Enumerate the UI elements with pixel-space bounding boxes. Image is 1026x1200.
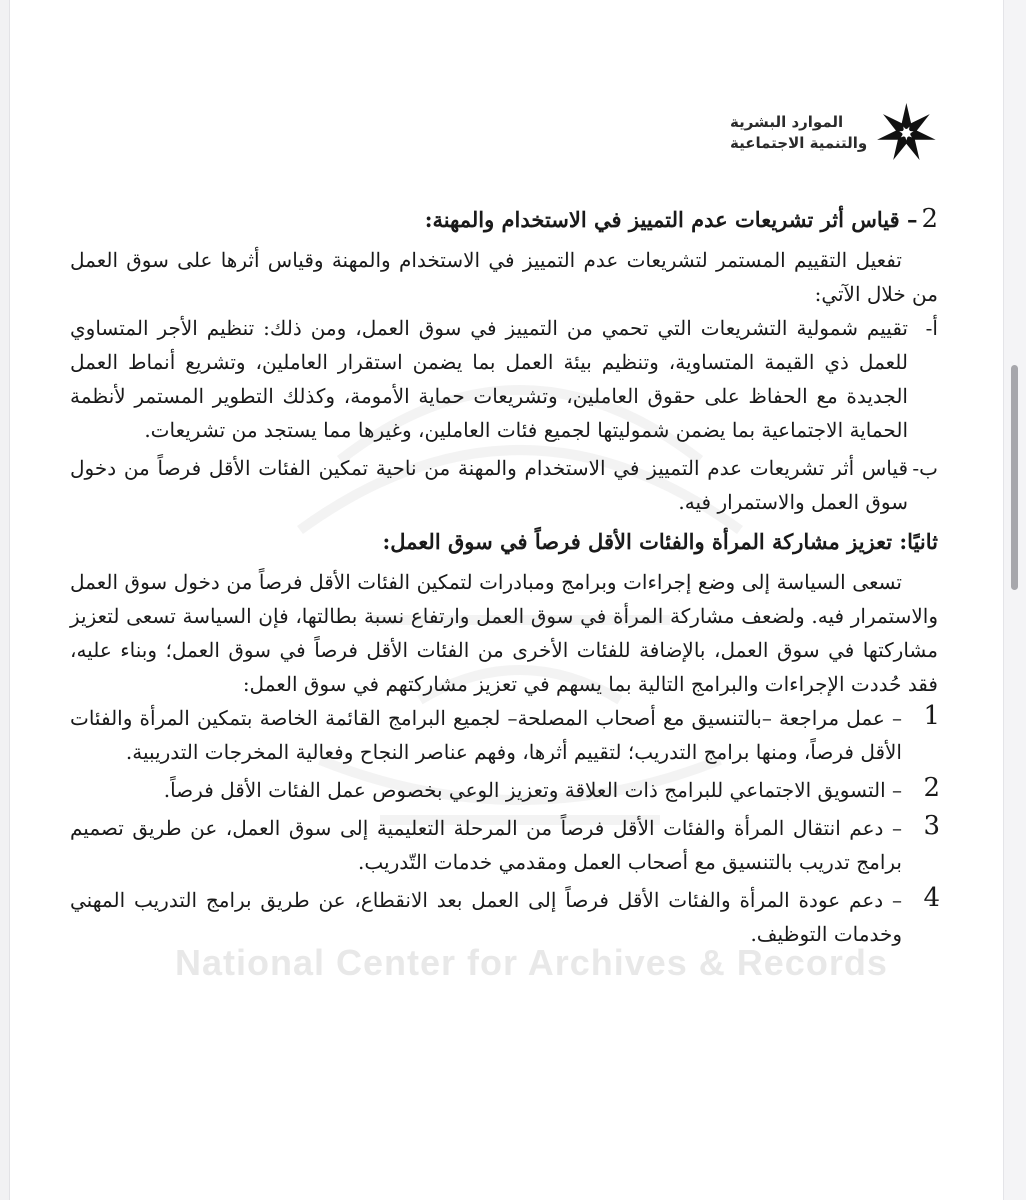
item-number: 4: [923, 883, 940, 913]
section-2-number: 2: [921, 204, 938, 234]
section-second-label: ثانيًا:: [899, 529, 938, 554]
ministry-name-line-1: الموارد البشرية: [730, 113, 844, 131]
item-text: – التسويق الاجتماعي للبرامج ذات العلاقة وتعزيز الوعي بخصوص عمل الفئات الأقل فرصاً.: [163, 778, 902, 802]
ministry-star-logo-icon: [873, 93, 940, 173]
section-second-intro: تسعى السياسة إلى وضع إجراءات وبرامج ومبادرات لتمكين الفئات الأقل فرصاً من دخول سوق العمل والاستمرار فيه. ولضعف مشاركة المرأة في سوق العمل وارتفاع نسبة بطالتها، فإن السياسة تسعى لتعزيز مشاركتها في سوق العمل، بالإضافة للفئات الأخرى من الفئات الأقل فرصاً في سوق العمل؛ وبناء عليه، فقد حُددت الإجراءات والبرامج التالية بما يسهم في تعزيز مشاركتهم في سوق العمل:: [70, 570, 938, 696]
section-second-item-1: [70, 701, 938, 769]
item-marker: ب-: [912, 456, 938, 480]
item-text: – دعم عودة المرأة والفئات الأقل فرصاً إلى العمل بعد الانقطاع، عن طريق برامج التدريب المهني وخدمات التوظيف.: [70, 888, 902, 946]
item-number: 3: [923, 811, 940, 841]
section-second-item-3: [70, 811, 938, 879]
document-page: [70, 200, 938, 955]
section-2-title: – قياس أثر تشريعات عدم التمييز في الاستخدام والمهنة:: [424, 207, 918, 232]
item-marker: أ-: [925, 316, 938, 340]
viewer-left-edge: [0, 0, 10, 1200]
item-text: قياس أثر تشريعات عدم التمييز في الاستخدام والمهنة من ناحية تمكين الفئات الأقل فرصاً من دخول سوق العمل والاستمرار فيه.: [70, 456, 908, 514]
scrollbar-thumb[interactable]: [1011, 365, 1018, 590]
section-2-item-a: [70, 311, 938, 447]
item-number: 2: [923, 773, 940, 803]
item-text: – عمل مراجعة –بالتنسيق مع أصحاب المصلحة– لجميع البرامج القائمة الخاصة بتمكين المرأة والفئات الأقل فرصاً، ومنها برامج التدريب؛ لتقييم أثرها، وفهم عناصر النجاح وفعالية المخرجات التدريبية.: [70, 706, 902, 764]
viewer-scrollbar-track[interactable]: [1003, 0, 1026, 1200]
section-second-heading: [70, 523, 938, 561]
item-text: – دعم انتقال المرأة والفئات الأقل فرصاً من المرحلة التعليمية إلى سوق العمل، عن طريق تصميم برامج تدريب بالتنسيق مع أصحاب العمل ومقدمي خدمات التّدريب.: [70, 816, 902, 874]
section-2-item-b: [70, 451, 938, 519]
item-number: 1: [923, 701, 940, 731]
section-second-item-4: [70, 883, 938, 951]
section-2-intro: تفعيل التقييم المستمر لتشريعات عدم التمييز في الاستخدام والمهنة وقياس أثرها على سوق العمل من خلال الآتي:: [70, 248, 938, 306]
watermark-text: National Center for Archives & Records: [175, 942, 888, 983]
section-2-heading: [70, 200, 938, 239]
ministry-name: [730, 112, 867, 154]
section-second-item-2: [70, 773, 938, 807]
item-text: تقييم شمولية التشريعات التي تحمي من التمييز في سوق العمل، ومن ذلك: تنظيم الأجر المتساوي للعمل ذي القيمة المتساوية، وتنظيم بيئة العمل بما يضمن استقرار العاملين، وتشريع أنماط العمل الجديدة مع الحفاظ على حقوق العاملين، وتشريعات حماية الأمومة، وكذلك التطوير المستمر لأنظمة الحماية الاجتماعية بما يضمن شموليتها لجميع فئات العاملين، وغيرها مما يستجد من تشريعات.: [70, 316, 908, 442]
ministry-name-line-2: والتنمية الاجتماعية: [730, 134, 868, 152]
ministry-logo: [730, 88, 940, 178]
section-second-title: تعزيز مشاركة المرأة والفئات الأقل فرصاً في سوق العمل:: [382, 529, 893, 554]
